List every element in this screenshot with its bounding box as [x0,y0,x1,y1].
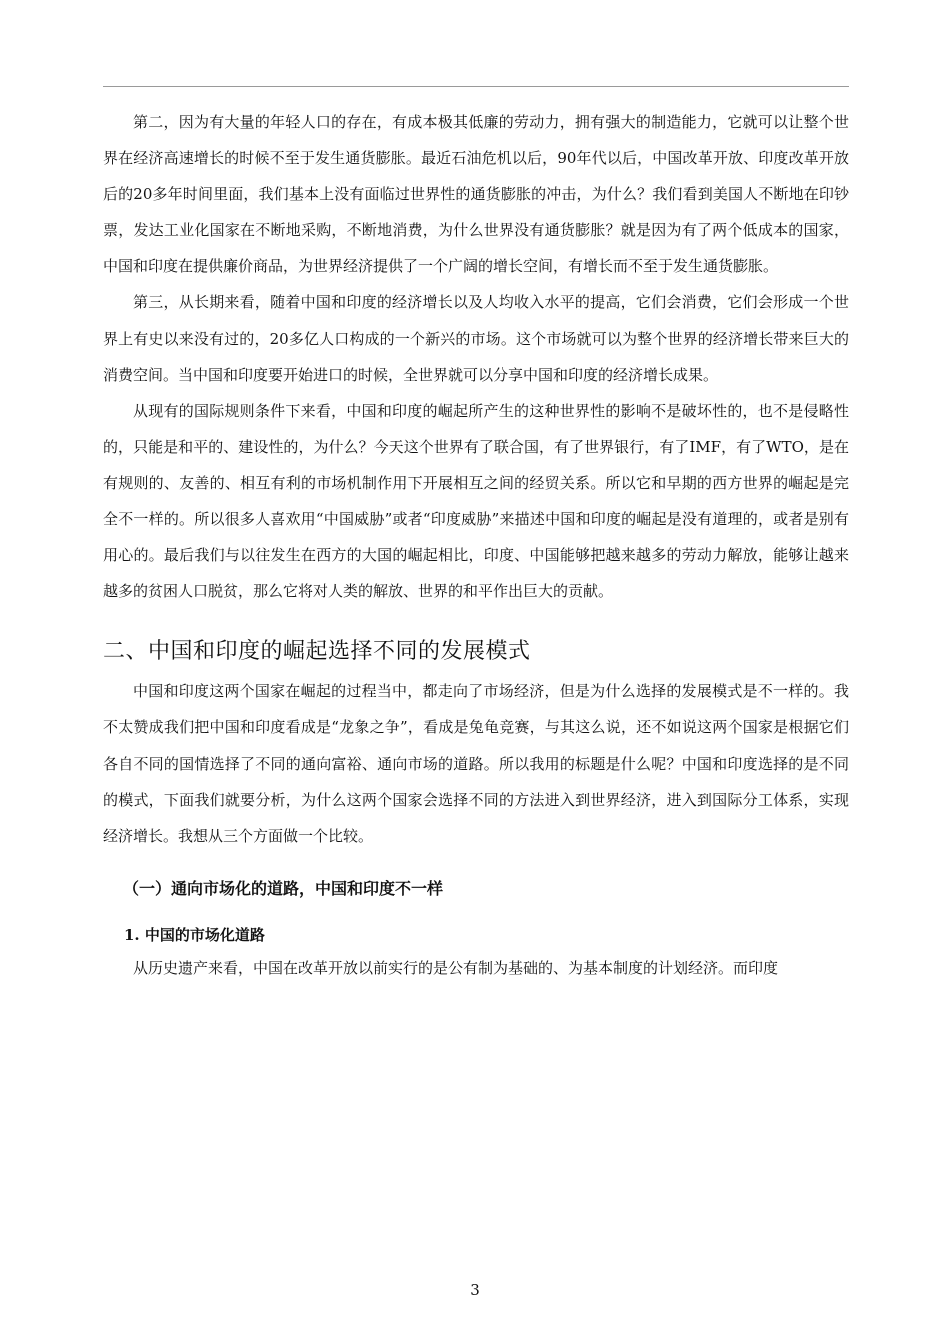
body-paragraph: 第二，因为有大量的年轻人口的存在，有成本极其低廉的劳动力，拥有强大的制造能力，它就可以让整个世界在经济高速增长的时候不至于发生通货膨胀。最近石油危机以后，90年代以后，中国改革开放、印度改革开放后的20多年时间里面，我们基本上没有面临过世界性的通货膨胀的冲击，为什么？我们看到美国人不断地在印钞票，发达工业化国家在不断地采购，不断地消费，为什么世界没有通货膨胀？就是因为有了两个低成本的国家，中国和印度在提供廉价商品，为世界经济提供了一个广阔的增长空间，有增长而不至于发生通货膨胀。 [103,113,849,276]
header-rule [103,86,849,87]
body-paragraph: 从现有的国际规则条件下来看，中国和印度的崛起所产生的这种世界性的影响不是破坏性的，也不是侵略性的，只能是和平的、建设性的，为什么？今天这个世界有了联合国，有了世界银行，有了IMF，有了WTO，是在有规则的、友善的、相互有利的市场机制作用下开展相互之间的经贸关系。所以它和早期的西方世界的崛起是完全不一样的。所以很多人喜欢用“中国威胁”或者“印度威胁”来描述中国和印度的崛起是没有道理的，或者是别有用心的。最后我们与以往发生在西方的大国的崛起相比，印度、中国能够把越来越多的劳动力解放，能够让越来越多的贫困人口脱贫，那么它将对人类的解放、世界的和平作出巨大的贡献。 [103,401,849,601]
page-content [103,104,849,986]
section-heading: 二、中国和印度的崛起选择不同的发展模式 [103,639,531,665]
subsection-heading: （一）通向市场化的道路，中国和印度不一样 [123,878,444,898]
body-paragraph: 中国和印度这两个国家在崛起的过程当中，都走向了市场经济，但是为什么选择的发展模式是不一样的。我不太赞成我们把中国和印度看成是“龙象之争”，看成是兔龟竞赛，与其这么说，还不如说这两个国家是根据它们各自不同的国情选择了不同的通向富裕、通向市场的道路。所以我用的标题是什么呢？中国和印度选择的是不同的模式，下面我们就要分析，为什么这两个国家会选择不同的方法进入到世界经济，进入到国际分工体系，实现经济增长。我想从三个方面做一个比较。 [103,682,849,845]
body-paragraph: 第三，从长期来看，随着中国和印度的经济增长以及人均收入水平的提高，它们会消费，它们会形成一个世界上有史以来没有过的，20多亿人口构成的一个新兴的市场。这个市场就可以为整个世界的经济增长带来巨大的消费空间。当中国和印度要开始进口的时候，全世界就可以分享中国和印度的经济增长成果。 [103,293,849,384]
body-paragraph: 从历史遗产来看，中国在改革开放以前实行的是公有制为基础的、为基本制度的计划经济。而印度 [133,958,779,977]
subsubsection-heading: 1. 中国的市场化道路 [124,925,265,944]
page-number: 3 [470,1281,480,1299]
